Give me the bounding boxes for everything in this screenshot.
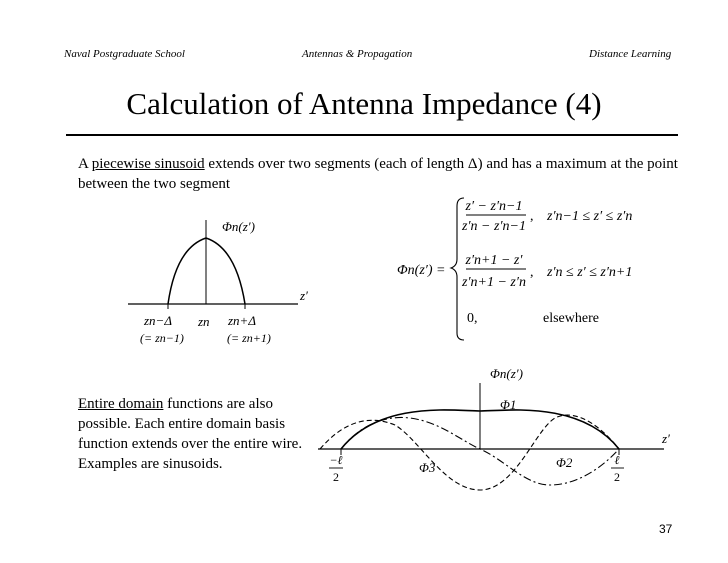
phi3-label: Φ3 — [419, 460, 436, 475]
case2-comma: , — [530, 265, 534, 280]
right-limit-denominator: 2 — [614, 470, 620, 484]
fig1-tick-right-sublabel: (= zn+1) — [227, 331, 271, 345]
page-number: 37 — [659, 522, 673, 536]
case1-comma: , — [530, 209, 534, 224]
case1-denominator: z′n − z′n−1 — [462, 219, 526, 234]
fig1-phi-label: Φn(z′) — [222, 219, 255, 234]
formula-lhs: Φn(z′) = — [397, 263, 446, 278]
piecewise-formula — [397, 198, 632, 340]
case2-denominator: z′n+1 − z′n — [462, 275, 526, 290]
header-program: Distance Learning — [589, 48, 672, 60]
fig2-phi-label: Φn(z′) — [490, 366, 523, 381]
entire-domain-term: Entire domain — [78, 396, 164, 412]
phi2-label: Φ2 — [556, 455, 573, 470]
left-limit-numerator: −ℓ — [329, 453, 343, 467]
entire-domain-figure — [318, 366, 670, 490]
phi2-curve — [320, 415, 619, 490]
piecewise-sinusoid-figure — [128, 219, 308, 345]
fig1-tick-mid-label: zn — [198, 314, 210, 329]
fig1-tick-left-label: zn−Δ — [144, 313, 172, 328]
phi1-label: Φ1 — [500, 397, 517, 412]
piecewise-sinusoid-term: piecewise sinusoid — [91, 156, 205, 172]
left-limit-denominator: 2 — [333, 470, 339, 484]
case3-condition: elsewhere — [543, 311, 599, 326]
slide-title: Calculation of Antenna Impedance (4) — [126, 86, 602, 121]
fig2-axis-label: z′ — [662, 431, 670, 446]
case2-condition: z′n ≤ z′ ≤ z′n+1 — [547, 265, 633, 280]
entire-post: functions are also possible. Each entire domain basis function extends over the entire wire. Examples are sinusoids. — [78, 396, 303, 472]
intro-pre: A — [78, 156, 92, 172]
case1-condition: z′n−1 ≤ z′ ≤ z′n — [547, 209, 633, 224]
header-course: Antennas & Propagation — [302, 48, 413, 60]
fig1-axis-label: z′ — [300, 288, 308, 303]
header-school: Naval Postgraduate School — [64, 48, 185, 60]
fig1-tick-right-label: zn+Δ — [228, 313, 256, 328]
right-limit-numerator: ℓ — [614, 453, 620, 467]
case2-numerator: z′n+1 − z′ — [465, 253, 523, 268]
fig1-tick-left-sublabel: (= zn−1) — [140, 331, 184, 345]
intro-post: extends over two segments (each of length Δ) and has a maximum at the point between the two segment — [78, 156, 678, 192]
case3-value: 0, — [467, 311, 478, 326]
case1-numerator: z′ − z′n−1 — [465, 199, 523, 214]
